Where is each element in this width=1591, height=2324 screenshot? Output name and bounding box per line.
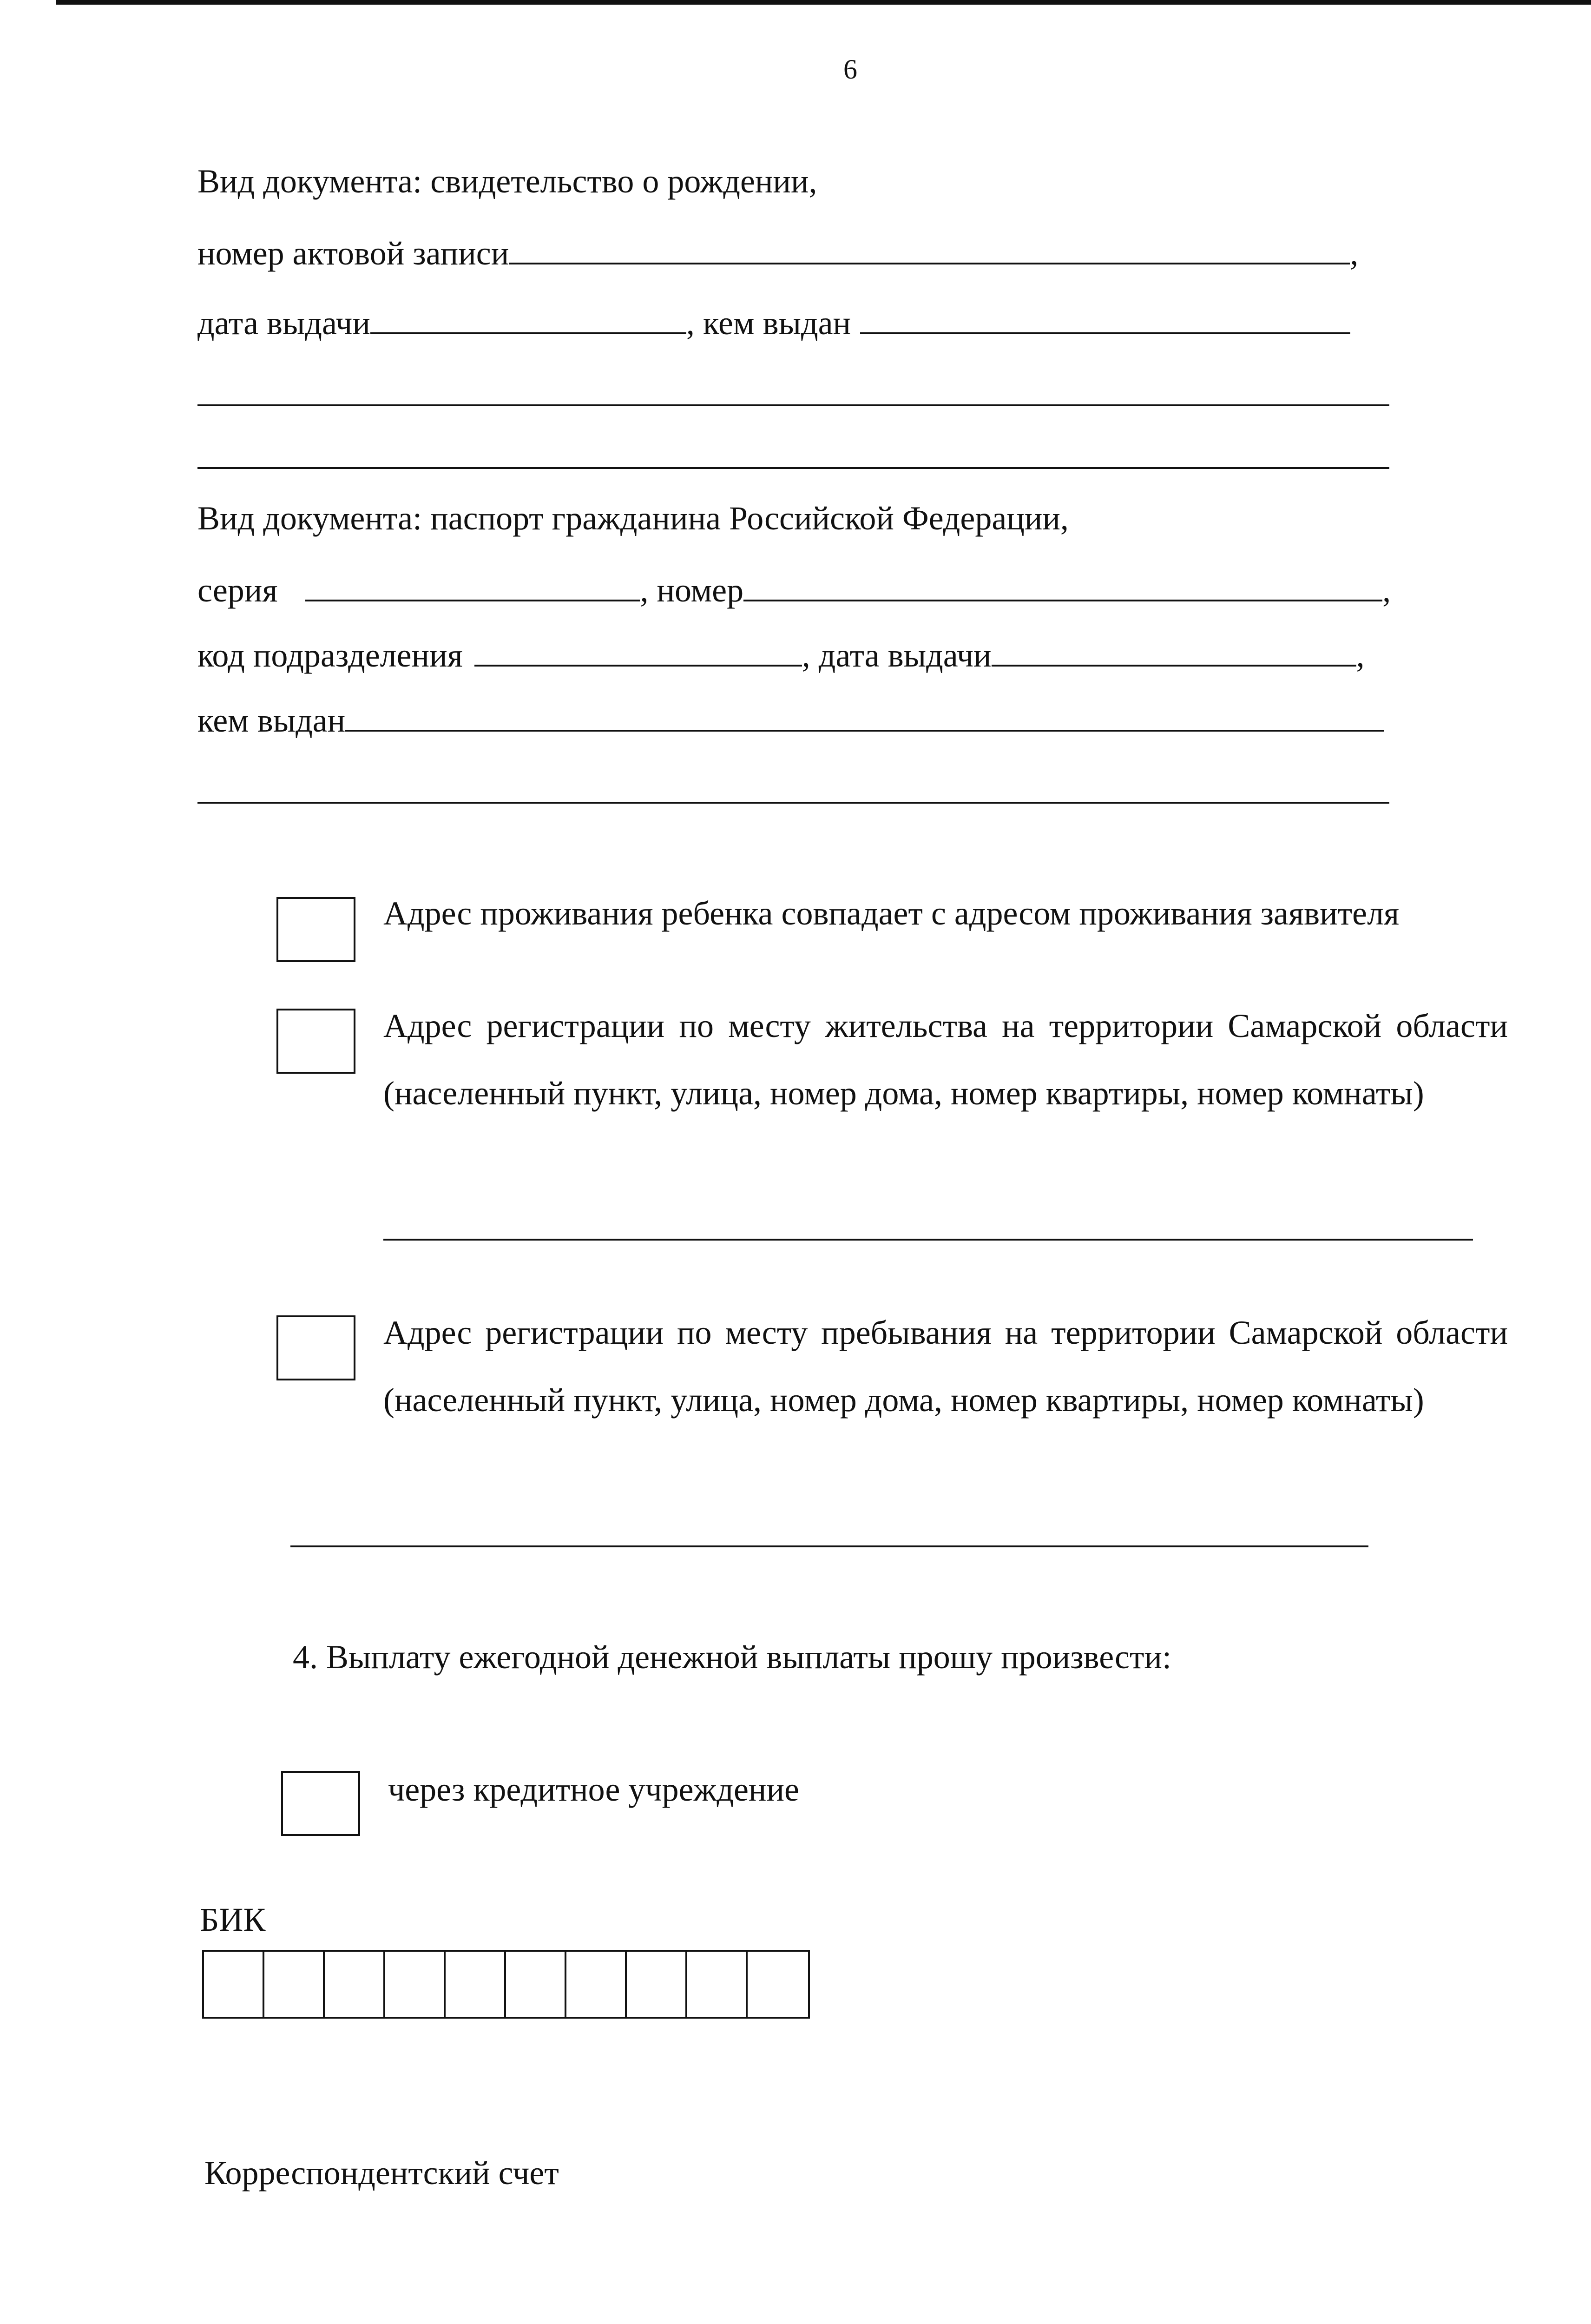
- birth-issued-by-line-3[interactable]: [197, 467, 1389, 469]
- bik-digit-cell[interactable]: [506, 1952, 566, 2017]
- birth-issued-by-field[interactable]: [860, 304, 1350, 334]
- stay-registration-label: Адрес регистрации по месту пребывания на территории Самарской области (населенный пункт, улица, номер дома, номер квартиры, номер комнаты): [383, 1314, 1508, 1419]
- record-number-label: номер актовой записи: [197, 235, 509, 272]
- passport-number-end: ,: [1382, 572, 1391, 609]
- bik-digit-cell[interactable]: [687, 1952, 748, 2017]
- record-number-end: ,: [1350, 235, 1359, 272]
- bik-digit-cell[interactable]: [385, 1952, 446, 2017]
- passport-issued-by-label: кем выдан: [197, 702, 346, 739]
- bik-digit-cell[interactable]: [627, 1952, 687, 2017]
- passport-issue-date-field[interactable]: [992, 637, 1356, 667]
- same-address-checkbox[interactable]: [276, 897, 355, 962]
- record-number-field[interactable]: [509, 235, 1350, 264]
- passport-doc-type: Вид документа: паспорт гражданина Российской Федерации,: [197, 500, 1069, 537]
- bik-digit-cell[interactable]: [446, 1952, 506, 2017]
- birth-issued-by-label: , кем выдан: [686, 304, 851, 342]
- stay-registration-checkbox[interactable]: [276, 1315, 355, 1380]
- birth-issue-date-label: дата выдачи: [197, 304, 370, 342]
- passport-issue-date-label: , дата выдачи: [802, 637, 992, 674]
- passport-number-label: , номер: [640, 572, 744, 609]
- bik-label: БИК: [200, 1901, 266, 1938]
- passport-issue-date-end: ,: [1356, 637, 1365, 674]
- passport-number-field[interactable]: [743, 572, 1382, 601]
- division-code-label: код подразделения: [197, 637, 463, 674]
- record-number-row: [197, 232, 1358, 274]
- same-address-label: Адрес проживания ребенка совпадает с адресом проживания заявителя: [383, 895, 1400, 932]
- passport-series-field[interactable]: [305, 572, 640, 601]
- residence-registration-address-line[interactable]: [383, 1239, 1473, 1241]
- passport-series-row: [197, 569, 1391, 611]
- division-code-field[interactable]: [474, 637, 802, 667]
- bik-digit-cell[interactable]: [325, 1952, 385, 2017]
- top-border: [56, 0, 1591, 5]
- passport-issued-by-line-2[interactable]: [197, 802, 1389, 804]
- birth-certificate-doc-type: Вид документа: свидетельство о рождении,: [197, 163, 817, 200]
- birth-issued-by-line-2[interactable]: [197, 404, 1389, 406]
- corr-account-label: Корреспондентский счет: [204, 2154, 559, 2192]
- stay-registration-address-line[interactable]: [290, 1545, 1368, 1547]
- bik-digit-cell[interactable]: [204, 1952, 264, 2017]
- bik-digit-cell[interactable]: [748, 1952, 808, 2017]
- bik-digit-cell[interactable]: [566, 1952, 627, 2017]
- passport-issued-by-field[interactable]: [345, 702, 1384, 732]
- residence-registration-checkbox[interactable]: [276, 1009, 355, 1074]
- page-number: 6: [843, 54, 857, 85]
- credit-institution-checkbox[interactable]: [281, 1771, 360, 1836]
- bik-input-grid: [202, 1950, 810, 2019]
- payment-heading: 4. Выплату ежегодной денежной выплаты прошу произвести:: [293, 1638, 1171, 1676]
- residence-registration-label: Адрес регистрации по месту жительства на территории Самарской области (населенный пункт, улица, номер дома, номер квартиры, номер комнаты): [383, 1007, 1508, 1112]
- passport-issued-by-row: [197, 700, 1384, 741]
- credit-institution-label: через кредитное учреждение: [388, 1771, 799, 1808]
- passport-division-row: [197, 634, 1365, 676]
- birth-issue-date-field[interactable]: [370, 304, 686, 334]
- passport-series-label: серия: [197, 572, 278, 609]
- birth-issue-row: [197, 302, 1350, 344]
- bik-digit-cell[interactable]: [264, 1952, 325, 2017]
